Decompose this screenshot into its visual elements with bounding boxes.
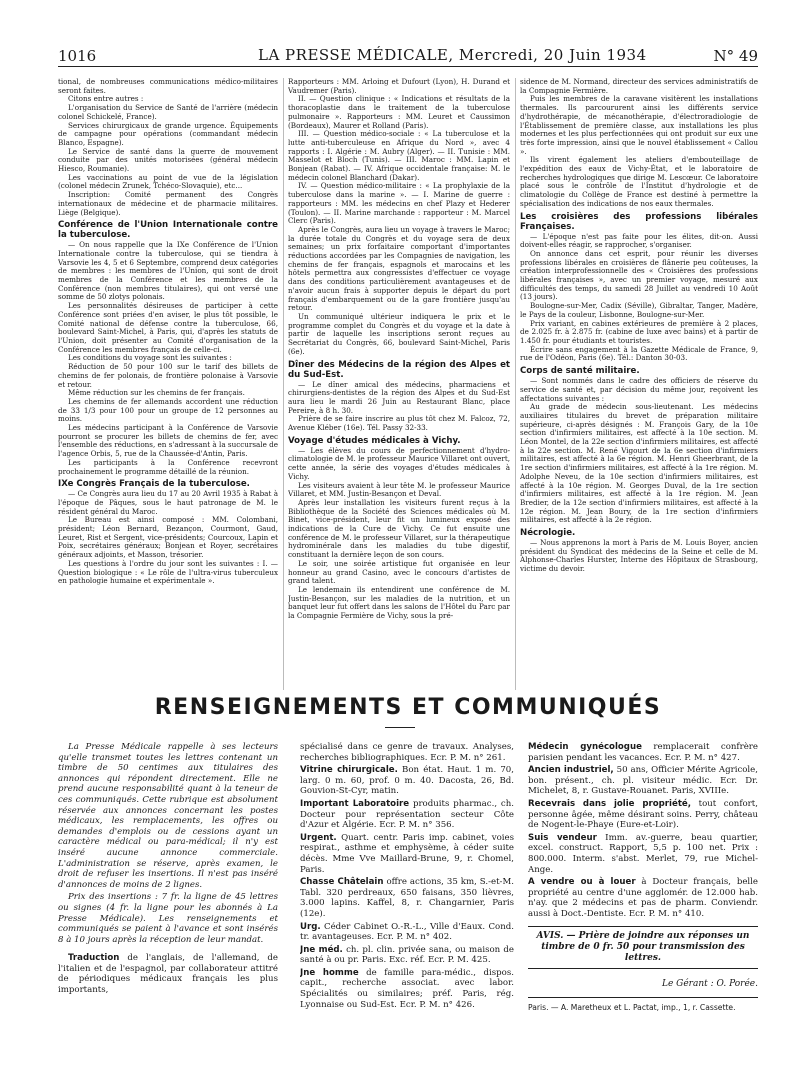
notice-paragraph: La Presse Médicale rappelle à ses lecteurs qu'elle transmet toutes les lettres contenant un timbre de 50 centimes aux titulaires des annonces qui répondent directement. Elle ne prend aucune responsabilité quant à la teneur de ces communiqués. Cette rubrique est absolument réservée aux annonces concernant les postes médicaux, les remplacements, les offres ou demandes d'emplois ou de cessions ayant un caractère médical ou para-médical; il n'y est inséré aucune annonce commerciale. L'administration se réserve, après examen, le droit de refuser les insertions. Il n'est pas inséré d'annonces de moins de 2 lignes.	[58, 742, 278, 890]
ad-text: ch. pl. clin. privée sana, ou maison de santé à ou pr. Paris. Exc. réf. Ecr. P. M. 425.	[300, 944, 514, 966]
classified-ad	[300, 833, 514, 875]
paragraph: Citons entre autres :	[68, 94, 144, 104]
article-heading: Nécrologie.	[520, 528, 576, 539]
paragraph: — Ce Congrès aura lieu du 17 au 20 Avril 1935 à Rabat à l'époque de Pâques, sous le haut patronage de M. le résident général du Maroc.	[58, 489, 278, 516]
column-divider	[283, 78, 284, 690]
paragraph: Après le Congrès, aura lieu un voyage à travers le Maroc; la durée totale du Congrès et du voyage sera de deux semaines; un prix forfaitaire comportant d'importantes réductions accordées par les Compagnies de navigation, les chemins de fer français, espagnols et marocains et les hôtels permettra aux congressistes d'effectuer ce voyage dans des conditions particulièrement avantageuses et de n'avoir aucun frais à supporter depuis le départ du port français d'embarquement ou de la gare frontière jusqu'au retour.	[288, 224, 510, 313]
classified-ad	[300, 922, 514, 943]
section-title: RENSEIGNEMENTS ET COMMUNIQUÉS	[154, 695, 662, 720]
paragraph: Puis les membres de la caravane visitèrent les installations thermales. Ils parcoururent ainsi les différents service d'hydrothérapie, de mécanothérapie, d'électroradiologie de l'Établissement de première classe, aux installations les plus modernes et les plus perfectionnées qui ont produit sur eux une très forte impression, ainsi que le nouvel établissement « Callou ».	[520, 94, 758, 156]
paragraph: — Sont nommés dans le cadre des officiers de réserve du service de santé et, par décision du même jour, reçoivent les affectations suivantes :	[520, 376, 758, 403]
classified-ad	[300, 968, 514, 1010]
page-number: 1016	[58, 47, 97, 65]
paragraph: Services chirurgicaux de grande urgence. Équipements de campagne pour opérations (commandant médecin Blanco, Espagne).	[58, 120, 278, 147]
classifieds-column-3	[528, 742, 758, 1062]
ad-text: de famille para-médic., dispos. capit., recherche associat. avec labor. Spécialités ou similaires; préf. Paris, rég. Lyonnaise ou Sud-Est. Ecr. P. M. n° 426.	[300, 967, 514, 1010]
paragraph: Après leur installation les visiteurs furent reçus à la Bibliothèque de la Société des Sciences médicales où M. Binet, vice-président, leur fit un lumineux exposé des indications de la Cure de Vichy. Ce fut ensuite une conférence de M. le professeur Villaret, sur la thérapeutique hydrominérale dans les maladies du tube digestif, constituant la dernière leçon de son cours.	[288, 497, 510, 560]
news-column-3	[520, 78, 758, 696]
ad-lead: A vendre ou à louer	[528, 877, 636, 888]
paragraph: — L'époque n'est pas faite pour les élites, dit-on. Aussi doivent-elles réagir, se rapprocher, s'organiser.	[520, 231, 758, 250]
ad-lead: Chasse Châtelain	[300, 877, 384, 888]
paragraph: L'organisation du Service de Santé de l'arrière (médecin colonel Schickelé, France).	[58, 103, 278, 121]
paragraph: IV. — Question médico-militaire : « La prophylaxie de la tuberculose dans la marine ». — I. Marine de guerre : rapporteurs : MM. les médecins en chef Plazy et Hederer (Toulon). — II. Marine marchande : rapporteur : M. Marcel Clerc (Paris).	[288, 181, 510, 226]
ad-lead: Recevrais dans jolie propriété,	[528, 798, 692, 809]
paragraph: — Nous apprenons la mort à Paris de M. Louis Boyer, ancien président du Syndicat des médecins de la Seine et celle de M. Alphonse-Charles Hurster, Interne des Hôpitaux de Strasbourg, victime du devoir.	[520, 538, 758, 574]
paragraph: Les chemins de fer allemands accordent une réduction de 33 1/3 pour 100 pour un groupe de 12 personnes au moins.	[58, 396, 278, 424]
title-rule	[385, 727, 415, 728]
ad-lead: Suis vendeur	[528, 832, 597, 843]
ad-lead: Vitrine chirurgicale.	[300, 765, 398, 776]
ad-lead: Ancien industriel,	[528, 765, 614, 776]
ad-lead: Traduction	[68, 953, 120, 964]
paragraph: Réduction de 50 pour 100 sur le tarif des billets de chemins de fer polonais, de frontière polonaise à Varsovie et retour.	[58, 362, 278, 389]
paragraph: Les conditions du voyage sont les suivantes :	[68, 353, 232, 363]
paragraph: Les médecins participant à la Conférence de Varsovie pourront se procurer les billets de chemins de fer, avec l'ensemble des réductions, en s'adressant à la succursale de l'agence Orbis, 5, rue de la Chaussée-d'Antin, Paris.	[58, 423, 278, 459]
paragraph: Boulogne-sur-Mer, Cadix (Séville), Gibraltar, Tanger, Madère, le Pays de la couleur, Lisbonne, Boulogne-sur-Mer.	[520, 301, 758, 319]
prices-paragraph: Prix des insertions : 7 fr. la ligne de 45 lettres ou signes (4 fr. la ligne pour les abonnés à La Presse Médicale). Les renseignements et communiqués se paient à l'avance et sont insérés 8 à 10 jours après la réception de leur mandat.	[58, 892, 278, 945]
classified-ad	[528, 799, 758, 831]
ad-text: Imm. av.-guerre, beau quartier, excel. construct. Rapport, 5,5 p. 100 net. Prix : 800.000. Interm. s'abst. Merlet, 79, rue Michel-Ange.	[528, 832, 758, 875]
paragraph: II. — Question clinique : « Indications et résultats de la thoracoplastie dans le traitement de la tuberculose pulmonaire ». Rapporteurs : MM. Leuret et Caussimon (Bordeaux), Maurer et Rolland (Paris).	[288, 94, 510, 130]
paragraph: Le soir, une soirée artistique fut organisée en leur honneur au grand Casino, avec le concours d'artistes de grand talent.	[288, 558, 510, 586]
classified-ad	[58, 953, 278, 995]
ad-lead: Jne méd.	[300, 944, 343, 955]
paragraph: Écrire sans engagement à la Gazette Médicale de France, 9, rue de l'Odéon, Paris (6e). Tél.: Danton 30-03.	[520, 344, 758, 363]
paragraph: Même réduction sur les chemins de fer français.	[68, 388, 245, 398]
classifieds-column-2	[300, 742, 514, 1062]
paragraph: Prix variant, en cabines extérieures de première à 2 places, de 2.025 fr. à 2.875 fr. (cabine de luxe avec bains) et à partir de 1.450 fr. pour étudiants et touristes.	[520, 318, 758, 345]
news-column-2	[288, 78, 510, 696]
paragraph: tional, de nombreuses communications médico-militaires seront faites.	[58, 78, 278, 95]
paragraph: Les vaccinations au point de vue de la législation (colonel médecin Zrunek, Tchéco-Slovaquie), etc...	[58, 172, 278, 191]
article-heading: Dîner des Médecins de la région des Alpes et du Sud-Est.	[288, 359, 510, 380]
classified-ad	[300, 877, 514, 919]
paragraph: Prière de se faire inscrire au plus tôt chez M. Falcoz, 72, Avenue Kléber (16e). Tél. Passy 32-33.	[288, 414, 510, 433]
ad-lead: Important Laboratoire	[300, 798, 410, 809]
paragraph: On annonce dans cet esprit, pour réunir les diverses professions libérales en croisières de flânerie peu coûteuses, la création interprofessionnelle des « Croisières des professions libérales françaises », avec un premier voyage, mesuré aux difficultés des temps, du samedi 28 Juillet au vendredi 10 Août (13 jours).	[520, 248, 758, 302]
paragraph: — Les élèves du cours de perfectionnement d'hydro-climatologie de M. le professeur Maurice Villaret ont ouvert, cette année, la série des voyages d'études médicales à Vichy.	[288, 445, 510, 481]
ad-lead: Urgent.	[300, 832, 337, 843]
ad-text: remplacerait confrère parisien pendant les vacances. Ecr. P. M. n° 427.	[528, 742, 758, 763]
paragraph: Ils virent également les ateliers d'embouteillage de l'expédition des eaux de Vichy-État, et le laboratoire de recherches hydrologiques que dirige M. Lescœur. Ce laboratoire placé sous le contrôle de l'Institut d'hydrologie et de climatologie du Collège de France est destiné à permettre la spécialisation des indications de nos eaux thermales.	[520, 155, 758, 208]
paragraph: sidence de M. Normand, directeur des services administratifs de la Compagnie Fermière.	[520, 78, 758, 95]
paragraph: Un communiqué ultérieur indiquera le prix et le programme complet du Congrès et du voyage et la date à partir de laquelle les inscriptions seront reçues au Secrétariat du Congrès, 66, boulevard Saint-Michel, Paris (6e).	[288, 311, 510, 356]
paragraph: — Le dîner amical des médecins, pharmaciens et chirurgiens-dentistes de la région des Alpes et du Sud-Est aura lieu le mardi 26 Juin au Restaurant Blanc, place Pereire, à 8 h. 30.	[288, 379, 510, 415]
classified-ad-continued: spécialisé dans ce genre de travaux. Analyses, recherches bibliographiques. Ecr. P. M. n° 261.	[300, 742, 514, 763]
news-column-1	[58, 78, 278, 696]
classified-ad	[300, 765, 514, 797]
ad-lead: Urg.	[300, 921, 321, 932]
classified-ad	[300, 945, 514, 966]
ad-text: Quart. centr. Paris imp. cabinet, voies respirat., asthme et emphysème, à céder suite décès. Mme Vve Maillard-Brune, 9, r. Chomel, Paris.	[300, 832, 514, 875]
column-divider	[515, 78, 516, 690]
article-heading: IXe Congrès Français de la tuberculose.	[58, 479, 250, 490]
classified-ad	[528, 742, 758, 763]
ad-text: produits pharmac., ch. Docteur pour représentation secteur Côte d'Azur et Algérie. Ecr. P. M. n° 356.	[300, 798, 514, 831]
issue-number: N° 49	[713, 47, 758, 65]
classifieds-column-1	[58, 742, 278, 1062]
article-heading: Corps de santé militaire.	[520, 366, 640, 377]
paragraph: Les personnalités désireuses de participer à cette Conférence sont priées d'en aviser, le plus tôt possible, le Comité national de défense contre la tuberculose, 66, boulevard Saint-Michel, à Paris, qui, d'après les statuts de l'Union, doit présenter au Comité d'organisation de la Conférence les membres français de celle-ci.	[58, 301, 278, 354]
paragraph: Le Bureau est ainsi composé : MM. Colombani, président; Léon Bernard, Bezançon, Courmont, Gaud, Leuret, Rist et Sergent, vice-présidents; Courcoux, Lapin et Poix, secrétaires généraux; Bonjean et Royer, secrétaires généraux adjoints, et Masson, trésorier.	[58, 515, 278, 560]
ad-text: de l'anglais, de l'allemand, de l'italien et de l'espagnol, par collaborateur attitré de périodiques médicaux français les plus importants,	[58, 953, 278, 996]
manager-signature: Le Gérant : O. Porée.	[661, 978, 758, 989]
ad-text: à Docteur français, belle propriété au centre d'une agglomér. de 12.000 hab. n'ay. que 2 médecins et pas de pharm. Conviendr. aussi à Doct.-Dentiste. Ecr. P. M. n° 410.	[528, 877, 758, 919]
paragraph: Rapporteurs : MM. Arloing et Dufourt (Lyon), H. Durand et Vaudremer (Paris).	[288, 78, 510, 95]
ad-text: Céder Cabinet O.-R.-L., Ville d'Eaux. Cond. tr. avantageuses. Ecr. P. M. n° 402.	[300, 921, 514, 943]
paragraph: Le Service de santé dans la guerre de mouvement conduite par des unités motorisées (général médecin Hiesco, Roumanie).	[58, 146, 278, 174]
ad-text: 50 ans, Officier Mérite Agricole, bon. présent., ch. pl. visiteur médic. Ecr. Dr. Michelet, 8, r. Gustave-Rouanet. Paris, XVIIIe.	[528, 765, 758, 797]
paragraph: III. — Question médico-sociale : « La tuberculose et la lutte anti-tuberculeuse en Afrique du Nord », avec 4 rapports : I. Algérie : M. Aubry (Alger). — II. Tunisie : MM. Masselot et Bloch (Tunis). — III. Maroc : MM. Lapin et Bonjean (Rabat). — IV. Afrique occidentale française: M. le médecin colonel Blanchard (Dakar).	[288, 129, 510, 182]
article-heading: Conférence de l'Union Internationale contre la tuberculose.	[58, 220, 278, 241]
classified-ad	[528, 877, 758, 919]
paragraph: Les visiteurs avaient à leur tête M. le professeur Maurice Villaret, et MM. Justin-Besançon et Deval.	[288, 480, 510, 499]
ad-lead: Médecin gynécologue	[528, 742, 642, 752]
paragraph: Au grade de médecin sous-lieutenant. Les médecins auxiliaires titulaires du brevet de préparation militaire supérieure, ci-après désignés : M. François Gary, de la 10e section d'infirmiers militaires, est affecté à la 10e section. M. Léon Montel, de la 22e section d'infirmiers militaires, est affecté à la 22e section. M. René Vigourt de la 6e section d'infirmiers militaires, est affecté à la 6e région. M. Henri Gheerbrant, de la 1re section d'infirmiers militaires, est affecté à la 1re région. M. Adolphe Neveu, de la 10e section d'infirmiers militaires, est affecté à la 10e région. M. Georges Duval, de la 1re section d'infirmiers militaires, est affecté à la 1re région. M. Jean Bredier, de la 12e section d'infirmiers militaires, est affecté à la 12e région. M. Jean Boury, de la 1re section d'infirmiers militaires, est affecté à la 2e région.	[520, 402, 758, 525]
article-heading: Voyage d'études médicales à Vichy.	[288, 435, 461, 446]
avis-notice: AVIS. — Prière de joindre aux réponses un timbre de 0 fr. 50 pour transmission des lettres.	[528, 926, 758, 969]
paragraph: Les questions à l'ordre du jour sont les suivantes : I. — Question biologique : « Le rôle de l'ultra-virus tuberculeux en pathologie humaine et expérimentale ».	[58, 558, 278, 586]
article-heading: Les croisières des professions libérales Françaises.	[520, 211, 758, 232]
classified-ad	[528, 765, 758, 797]
ad-text: Bon état. Haut. 1 m. 70, larg. 0 m. 60, prof. 0 m. 40. Dacosta, 26, Bd. Gouvion-St-Cyr, matin.	[300, 765, 514, 797]
classified-ad	[300, 799, 514, 831]
ad-text: tout confort, personne âgée, même désirant soins. Perry, château de Nogent-le-Phaye (Eure-et-Loir).	[528, 798, 758, 831]
paragraph: — On nous rappelle que la IXe Conférence de l'Union Internationale contre la tuberculose, qui se tiendra à Varsovie les 4, 5 et 6 Septembre, comprend deux catégories de membres : les membres de l'Union, qui sont de droit membres de la Conférence et les membres de la Conférence (non membres titulaires), qui ont versé une somme de 50 zlotys polonais.	[58, 240, 278, 302]
paragraph: Inscription: Comité permanent des Congrès internationaux de médecine et de pharmacie militaires. Liège (Belgique).	[58, 190, 278, 217]
paragraph: Le lendemain ils entendirent une conférence de M. Justin-Besançon, sur les maladies de la nutrition, et un banquet leur fut offert dans les salons de l'Hôtel du Parc par la Compagnie Fermière de Vichy, sous la pré-	[288, 584, 510, 621]
classified-ad	[528, 833, 758, 875]
printer-imprint: Paris. — A. Maretheux et L. Pactat, imp., 1, r. Cassette.	[528, 997, 758, 1014]
page-header	[58, 44, 758, 67]
ad-text: offre actions, 35 km, S.-et-M. Tabl. 320 perdreaux, 650 faisans, 350 lièvres, 3.000 lapins. Kaffel, 8, r. Changarnier, Paris (12e).	[300, 877, 514, 919]
ad-lead: Jne homme	[300, 967, 359, 978]
paragraph: Les participants à la Conférence recevront prochainement le programme détaillé de la réunion.	[58, 457, 278, 476]
journal-title: LA PRESSE MÉDICALE, Mercredi, 20 Juin 1934	[258, 46, 647, 64]
